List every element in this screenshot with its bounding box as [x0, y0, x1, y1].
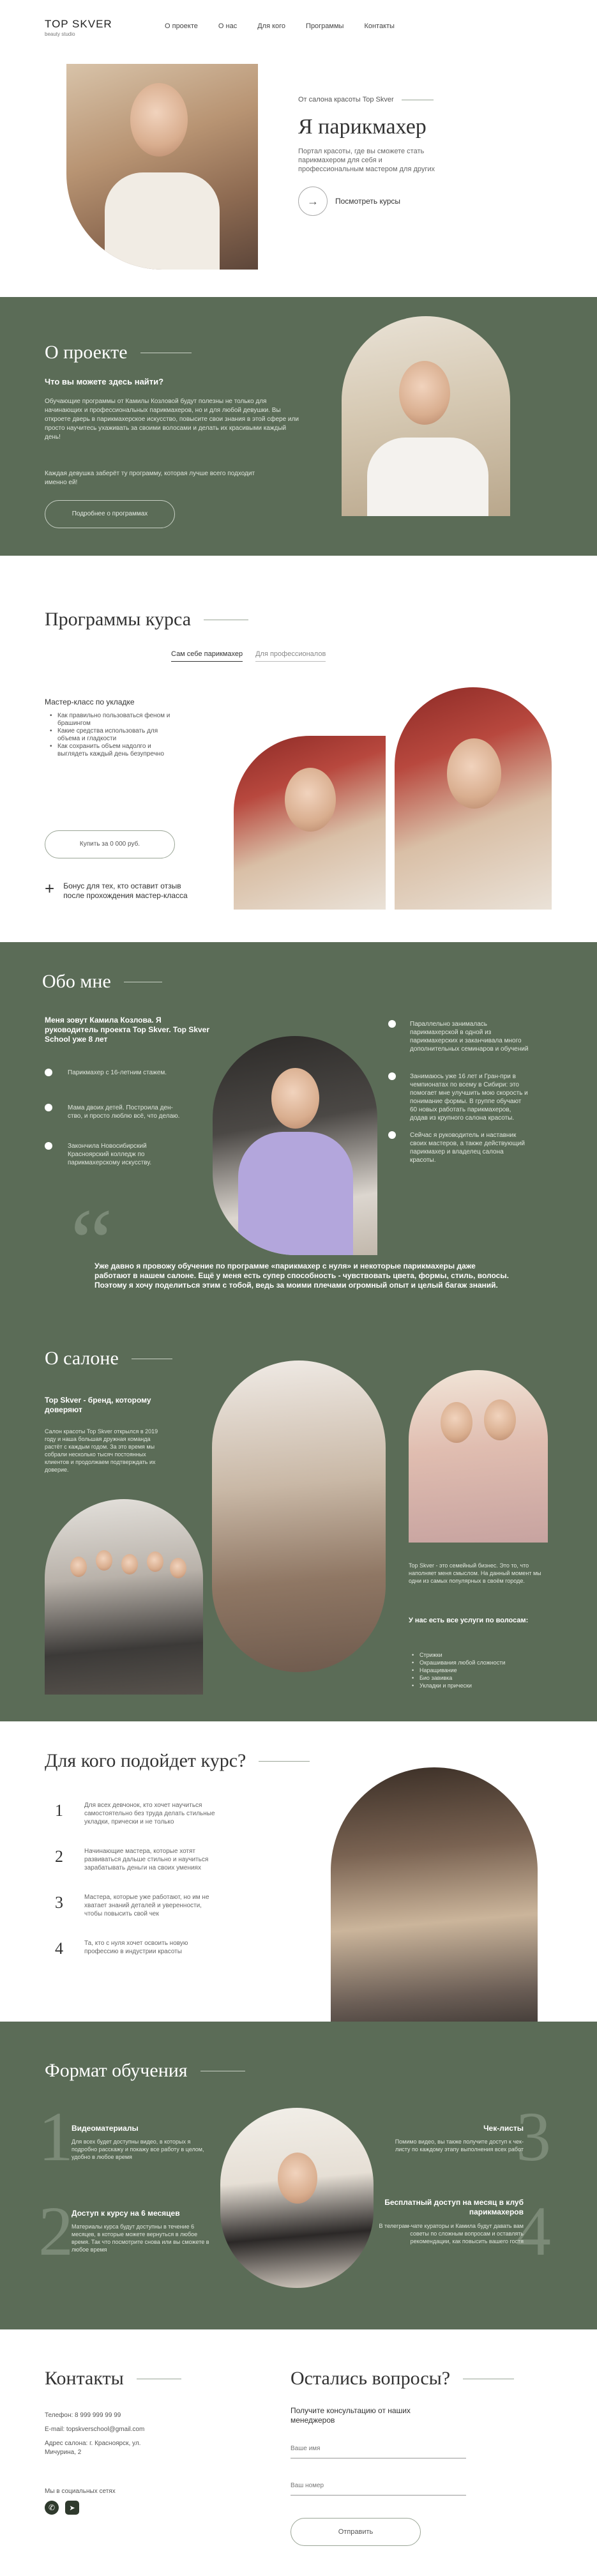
about-me-intro: Меня зовут Камила Козлова. Я руководитель проекта Top Skver. Top Skver School уже 8 лет: [45, 1016, 210, 1044]
about-project-text-1: Обучающие программы от Камилы Козловой будут полезны не только для начинающих и профессиональных парикмахеров, но и для любой девушки. Вы откроете дверь в парикмахерское искусство, повысите свои знания в этой сфере или просто научитесь ухаживать за своими волосами и делать их красивыми каждый день!: [45, 398, 299, 441]
item-number: 4: [55, 1939, 63, 1958]
item-number: 3: [55, 1893, 63, 1912]
salon-subtitle: Top Skver - бренд, которому доверяют: [45, 1396, 151, 1414]
logo-text: TOP SKVER: [45, 18, 112, 30]
list-item: [55, 1847, 278, 1893]
format-item-1: [72, 2124, 206, 2161]
nav-item-about-us[interactable]: О нас: [218, 22, 238, 30]
hero-eyebrow: От салона красоты Top Skver: [298, 96, 394, 103]
salon-interior-photo: [212, 1360, 386, 1672]
nav-item-about-project[interactable]: О проекте: [165, 22, 198, 30]
main-nav: [165, 22, 395, 30]
bullet-dot: [45, 1142, 52, 1150]
about-me-photo: [213, 1036, 377, 1255]
format-number-3: 3: [516, 2098, 551, 2176]
format-item-title: Чек-листы: [483, 2124, 524, 2133]
list-item: [55, 1893, 278, 1939]
about-me-quote: Уже давно я провожу обучение по программе «парикмахер с нуля» и некоторые парикмахеры даже работают в нашем салоне. Ещё у меня есть супер способность - чувствовать цвета, формы, стиль, волосы. Поэтому я хочу поделиться этим с тобой, ведь за моими плечами огромный опыт и целый багаж знаний.: [94, 1261, 509, 1290]
format-item-4: [377, 2198, 524, 2245]
hero-cta[interactable]: [298, 187, 503, 216]
salon-services-list: [412, 1651, 505, 1689]
program-photo-1: [234, 736, 386, 910]
program-tabs: [171, 650, 326, 662]
salon-text: Салон красоты Top Skver открылся в 2019 году и наша большая дружная команда растёт с каждым годом. За это время мы собрали несколько тысяч постоянных клиентов и продолжаем подтверждать их доверие.: [45, 1428, 158, 1473]
bullet-dot: [45, 1069, 52, 1076]
salon-right-text: Top Skver - это семейный бизнес. Это то, что наполняет меня смыслом. На данный момент мы одни из самых популярных в своём городе.: [409, 1562, 541, 1584]
for-whom-title: Для кого подойдет курс?: [45, 1750, 246, 1771]
item-text: Для всех девчонок, кто хочет научиться самостоятельно без труда делать стильные укладки, прически и не только: [84, 1802, 215, 1825]
for-whom-list: [55, 1801, 278, 1985]
about-me-fact: Мама двоих детей. Построила ден-ство, и просто люблю всё, что делаю.: [68, 1104, 180, 1120]
course-title: Мастер-класс по укладке: [45, 697, 135, 706]
about-project-text-2: Каждая девушка заберёт ту программу, которая лучше всего подходит именно ей!: [45, 470, 255, 486]
tab-professionals[interactable]: Для профессионалов: [255, 650, 326, 662]
bonus-text: Бонус для тех, кто оставит отзыв после прохождения мастер-класса: [63, 881, 188, 900]
hero-cta-label[interactable]: Посмотреть курсы: [335, 197, 401, 206]
form-subtitle: Получите консультацию от наших менеджеров: [291, 2406, 411, 2425]
telegram-icon[interactable]: ➤: [65, 2501, 79, 2515]
tab-self-hairdresser[interactable]: Сам себе парикмахер: [171, 650, 243, 662]
about-me-fact: Закончила Новосибирский Красноярский колледж по парикмахерскому искусству.: [68, 1143, 152, 1166]
about-project-title: О проекте: [45, 342, 128, 363]
about-me-right-list: [388, 1020, 561, 1164]
format-item-title: Бесплатный доступ на месяц в клуб парикмахеров: [384, 2198, 524, 2216]
course-items: [50, 712, 171, 758]
format-item-3: [383, 2124, 524, 2153]
bullet-dot: [388, 1131, 396, 1139]
list-item: • Био завивка: [412, 1674, 505, 1682]
arrow-right-icon[interactable]: →: [298, 187, 328, 216]
hero-title: Я парикмахер: [298, 115, 427, 139]
form-title: Остались вопросы?: [291, 2368, 451, 2389]
quote-mark-icon: “: [70, 1189, 113, 1295]
list-item: • Как правильно пользоваться феном и брашингом: [50, 712, 171, 728]
format-item-text: В телеграм-чате кураторы и Камила будут давать вам советы по сложным вопросам и оставлять рекомендации, как повысить вашего гостя: [379, 2223, 524, 2244]
format-item-title: Доступ к курсу на 6 месяцев: [72, 2209, 180, 2218]
about-me-fact: Сейчас я руководитель и наставник своих мастеров, а также действующий парикмахер и владелец салона красоты.: [410, 1132, 525, 1164]
list-item: • Укладки и прически: [412, 1682, 505, 1689]
hero-photo: [66, 64, 258, 270]
contact-address: Адрес салона: г. Красноярск, ул. Мичурина, 2: [45, 2440, 141, 2456]
contacts-title: Контакты: [45, 2368, 124, 2389]
phone-input[interactable]: [291, 2476, 466, 2496]
buy-button[interactable]: Купить за 0 000 руб.: [45, 830, 175, 858]
format-item-text: Для всех будет доступны видео, в которых я подробно расскажу и покажу все работу в целом, удобно в любое время: [72, 2138, 204, 2160]
list-item: • Какие средства использовать для объема и гладкости: [50, 728, 171, 743]
list-item: • Как сохранить объем надолго и выглядеть каждый день безупречно: [50, 743, 171, 758]
format-number-2: 2: [38, 2192, 73, 2270]
list-item: • Окрашивания любой сложности: [412, 1659, 505, 1666]
about-project-subtitle: Что вы можете здесь найти?: [45, 377, 164, 386]
item-number: 1: [55, 1801, 63, 1820]
plus-icon: +: [45, 879, 55, 898]
about-me-fact: Занимаюсь уже 16 лет и Гран-при в чемпионатах по всему в Сибири: это помогает мне улучшить мою скорость и понимание формы. В группе обучают 60 новых работать парикмахеров, додав из крупного салона красоты.: [410, 1073, 528, 1122]
item-text: Мастера, которые уже работают, но им не хватает знаний деталей и уверенности, чтобы повысить свой чек: [84, 1894, 209, 1917]
whatsapp-icon[interactable]: ✆: [45, 2501, 59, 2515]
program-photo-2: [395, 687, 552, 910]
logo[interactable]: [45, 18, 112, 37]
format-number-1: 1: [38, 2098, 73, 2176]
salon-services-title: У нас есть все услуги по волосам:: [409, 1617, 529, 1624]
item-text: Начинающие мастера, которые хотят развиваться дальше стильно и научиться зарабатывать деньги на своих умениях: [84, 1848, 209, 1871]
hero-text: Портал красоты, где вы сможете стать парикмахером для себя и профессиональным мастером для других: [298, 148, 435, 173]
bullet-dot: [388, 1072, 396, 1080]
format-number-4: 4: [516, 2192, 551, 2270]
salon-title: О салоне: [45, 1348, 119, 1369]
name-input[interactable]: [291, 2439, 466, 2458]
logo-subtitle: beauty studio: [45, 31, 75, 37]
list-item: [55, 1939, 278, 1985]
nav-item-for-whom[interactable]: Для кого: [257, 22, 286, 30]
list-item: [55, 1801, 278, 1847]
salon-staff-photo: [409, 1370, 548, 1543]
about-me-fact: Парикмахер с 16-летним стажем.: [68, 1069, 167, 1076]
about-me-left-list: [45, 1069, 204, 1167]
salon-team-photo: [45, 1499, 203, 1695]
contact-phone[interactable]: Телефон: 8 999 999 99 99: [45, 2412, 121, 2419]
item-text: Та, кто с нуля хочет освоить новую профессию в индустрии красоты: [84, 1940, 188, 1955]
about-project-photo: [342, 316, 510, 516]
format-title: Формат обучения: [45, 2060, 188, 2081]
about-me-fact: Параллельно занималась парикмахерской в одной из парикмахерских и заканчивала много дополнительных семинаров и обучений: [410, 1021, 529, 1053]
about-project-button[interactable]: Подробнее о программах: [45, 500, 175, 528]
hero-text-block: [298, 96, 503, 216]
programs-title: Программы курса: [45, 609, 192, 630]
item-number: 2: [55, 1847, 63, 1866]
list-item: • Наращивание: [412, 1666, 505, 1674]
contact-email[interactable]: E-mail: topskverschool@gmail.com: [45, 2426, 145, 2433]
nav-item-contacts[interactable]: Контакты: [364, 22, 395, 30]
social-label: Мы в социальных сетях: [45, 2488, 116, 2495]
format-photo: [220, 2108, 374, 2288]
about-me-title: Обо мне: [42, 971, 111, 992]
bullet-dot: [388, 1020, 396, 1028]
header: [0, 0, 597, 51]
contacts-section: [0, 2329, 597, 2576]
format-item-text: Помимо видео, вы также получите доступ к чек-листу по каждому этапу выполнения всех работ: [395, 2138, 524, 2153]
for-whom-photo: [331, 1767, 538, 2048]
format-item-title: Видеоматериалы: [72, 2124, 139, 2133]
list-item: • Стрижки: [412, 1651, 505, 1659]
submit-button[interactable]: Отправить: [291, 2518, 421, 2546]
contacts-details: [45, 2411, 166, 2457]
bonus-block: [45, 881, 204, 901]
nav-item-programs[interactable]: Программы: [306, 22, 344, 30]
bullet-dot: [45, 1104, 52, 1111]
format-item-2: [72, 2209, 212, 2253]
social-icons: [45, 2501, 79, 2515]
format-item-text: Материалы курса будут доступны в течение 6 месяцев, в которые можете вернуться в любое время. Так что посмотрите снова или вы сможете в любое время: [72, 2223, 209, 2253]
